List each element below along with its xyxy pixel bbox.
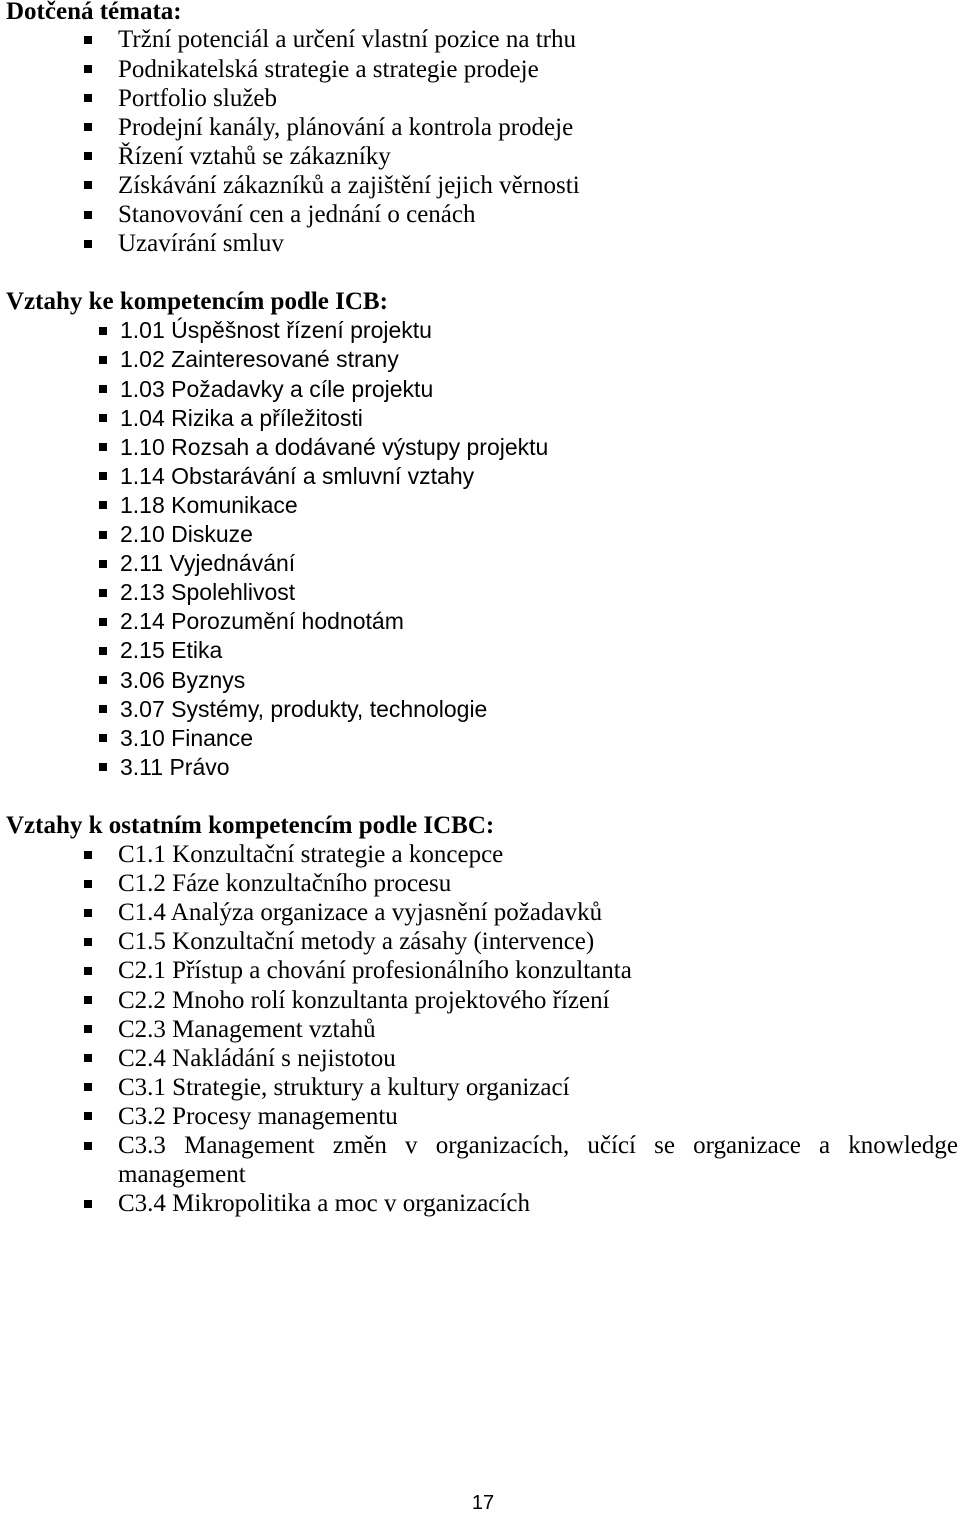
list-item-text: 3.10 Finance — [120, 724, 253, 751]
list-item — [0, 578, 960, 607]
list-item — [0, 142, 960, 171]
list-item-text: 1.18 Komunikace — [120, 491, 298, 518]
list-item-text: 2.11 Vyjednávání — [120, 550, 296, 577]
list-item — [0, 229, 960, 258]
list-item — [0, 200, 960, 229]
square-bullet-icon — [99, 734, 107, 742]
list-item-text: C3.4 Mikropolitika a moc v organizacích — [118, 1190, 530, 1218]
list-item — [0, 375, 960, 404]
square-bullet-icon — [99, 472, 107, 480]
list-item-text: Prodejní kanály, plánování a kontrola prodeje — [118, 113, 574, 141]
square-bullet-icon — [99, 531, 107, 539]
list-item — [0, 636, 960, 665]
square-bullet-icon — [84, 65, 92, 73]
square-bullet-icon — [99, 647, 107, 655]
list-item-text: C2.2 Mnoho rolí konzultanta projektového řízení — [118, 986, 610, 1014]
square-bullet-icon — [99, 676, 107, 684]
list-item — [0, 404, 960, 433]
list-item — [0, 520, 960, 549]
square-bullet-icon — [84, 240, 92, 248]
square-bullet-icon — [99, 705, 107, 713]
list-item — [0, 55, 960, 84]
list-item-text: C2.4 Nakládání s nejistotou — [118, 1044, 396, 1072]
bullet-list — [0, 840, 960, 1218]
list-item-text: C1.1 Konzultační strategie a koncepce — [118, 841, 504, 869]
list-item-text: 2.14 Porozumění hodnotám — [120, 608, 404, 635]
section-heading: Vztahy ke kompetencím podle ICB: — [6, 288, 388, 316]
list-item — [0, 666, 960, 695]
list-item — [0, 345, 960, 374]
list-item — [0, 753, 960, 782]
list-item-text: 3.11 Právo — [120, 753, 230, 780]
square-bullet-icon — [99, 763, 107, 771]
list-item-text: Stanovování cen a jednání o cenách — [118, 201, 476, 228]
list-item — [0, 1015, 960, 1044]
square-bullet-icon — [99, 356, 107, 364]
list-item — [0, 695, 960, 724]
square-bullet-icon — [84, 1083, 92, 1091]
list-item — [0, 898, 960, 927]
list-item — [0, 84, 960, 113]
square-bullet-icon — [84, 880, 92, 888]
list-item — [0, 1189, 960, 1218]
list-item — [0, 1044, 960, 1073]
list-item-text: 1.04 Rizika a příležitosti — [120, 404, 363, 431]
square-bullet-icon — [84, 851, 92, 859]
list-item — [0, 491, 960, 520]
section-affected-topics — [0, 0, 960, 258]
square-bullet-icon — [99, 414, 107, 422]
list-item-text: C2.3 Management vztahů — [118, 1015, 376, 1043]
list-item-text: Portfolio služeb — [118, 84, 278, 112]
list-item-text: C3.1 Strategie, struktury a kultury organizací — [118, 1073, 570, 1101]
list-item-text: C3.2 Procesy managementu — [118, 1102, 398, 1130]
square-bullet-icon — [84, 94, 92, 102]
list-item — [0, 25, 960, 54]
list-item-text: 1.14 Obstarávání a smluvní vztahy — [120, 462, 475, 489]
list-item — [0, 1102, 960, 1131]
list-item — [0, 869, 960, 898]
list-item-text: C1.5 Konzultační metody a zásahy (intervence) — [118, 928, 595, 956]
list-item-text: C1.2 Fáze konzultačního procesu — [118, 870, 452, 898]
square-bullet-icon — [84, 1054, 92, 1062]
list-item — [0, 840, 960, 869]
list-item-text: 1.02 Zainteresované strany — [120, 346, 399, 373]
square-bullet-icon — [99, 501, 107, 509]
page-number: 17 — [471, 1492, 495, 1514]
square-bullet-icon — [99, 327, 107, 335]
list-item — [0, 549, 960, 578]
list-item-text: 2.13 Spolehlivost — [120, 579, 296, 606]
list-item-text: 1.10 Rozsah a dodávané výstupy projektu — [120, 433, 549, 460]
list-item-text: C2.1 Přístup a chování profesionálního konzultanta — [118, 957, 632, 985]
section-heading: Dotčená témata: — [6, 0, 182, 25]
square-bullet-icon — [84, 1025, 92, 1033]
section-icbc-competences — [0, 811, 960, 1218]
list-item — [0, 986, 960, 1015]
list-item — [0, 462, 960, 491]
list-item-text: 3.07 Systémy, produkty, technologie — [120, 695, 488, 722]
list-item — [0, 316, 960, 345]
section-icb-competences — [0, 287, 960, 782]
square-bullet-icon — [84, 36, 92, 44]
list-item-text: 1.01 Úspěšnost řízení projektu — [120, 317, 432, 344]
square-bullet-icon — [84, 123, 92, 131]
square-bullet-icon — [84, 152, 92, 160]
list-item — [0, 171, 960, 200]
list-item — [0, 113, 960, 142]
list-item-text: 1.03 Požadavky a cíle projektu — [120, 375, 434, 402]
square-bullet-icon — [99, 589, 107, 597]
square-bullet-icon — [84, 938, 92, 946]
list-item-text: Získávání zákazníků a zajištění jejich věrnosti — [118, 171, 580, 199]
square-bullet-icon — [84, 996, 92, 1004]
list-item — [0, 433, 960, 462]
square-bullet-icon — [84, 1112, 92, 1120]
square-bullet-icon — [99, 443, 107, 451]
square-bullet-icon — [99, 385, 107, 393]
section-heading: Vztahy k ostatním kompetencím podle ICBC: — [6, 811, 495, 839]
square-bullet-icon — [84, 1200, 92, 1208]
list-item-text: Uzavírání smluv — [118, 230, 284, 258]
list-item-text: Tržní potenciál a určení vlastní pozice na trhu — [118, 26, 576, 54]
square-bullet-icon — [84, 181, 92, 189]
list-item-text: 3.06 Byznys — [120, 666, 246, 693]
list-item — [0, 1131, 960, 1189]
bullet-list — [0, 316, 960, 782]
square-bullet-icon — [99, 560, 107, 568]
square-bullet-icon — [84, 1142, 92, 1150]
square-bullet-icon — [99, 618, 107, 626]
list-item — [0, 956, 960, 985]
list-item — [0, 927, 960, 956]
list-item — [0, 1073, 960, 1102]
list-item-text: C1.4 Analýza organizace a vyjasnění požadavků — [118, 899, 603, 927]
square-bullet-icon — [84, 909, 92, 917]
square-bullet-icon — [84, 211, 92, 219]
list-item — [0, 607, 960, 636]
list-item-text: C3.3 Management změn v organizacích, učící se organizace a knowledge management — [118, 1132, 958, 1189]
list-item-text: Řízení vztahů se zákazníky — [118, 142, 391, 170]
square-bullet-icon — [84, 967, 92, 975]
list-item — [0, 724, 960, 753]
list-item-text: Podnikatelská strategie a strategie prodeje — [118, 55, 539, 83]
bullet-list — [0, 25, 960, 258]
list-item-text: 2.10 Diskuze — [120, 521, 253, 548]
list-item-text: 2.15 Etika — [120, 637, 223, 664]
